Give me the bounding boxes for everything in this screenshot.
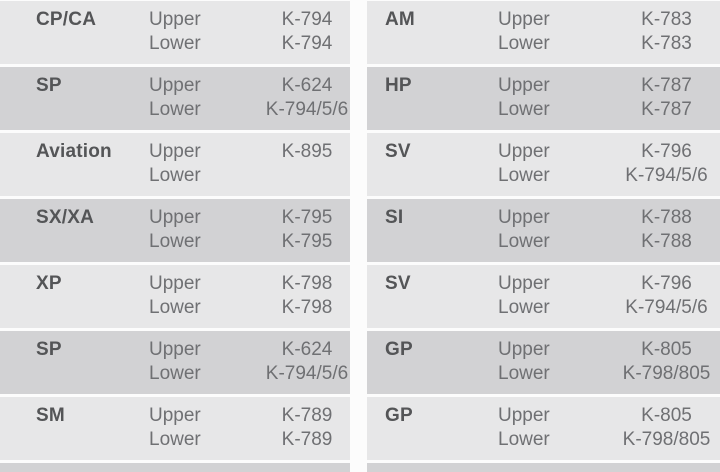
row-lines	[149, 140, 350, 188]
upper-label: Upper	[149, 75, 201, 96]
next-row-partial	[0, 463, 720, 472]
category-label: GP	[385, 339, 413, 360]
lower-value: K-798	[281, 297, 333, 318]
category-label: SP	[36, 75, 62, 96]
table-row	[0, 265, 350, 328]
lower-value: K-788	[641, 231, 692, 252]
upper-value: K-624	[281, 339, 333, 360]
upper-value: K-795	[281, 207, 333, 228]
lower-value: K-795	[281, 231, 333, 252]
row-lines	[498, 8, 720, 56]
upper-label: Upper	[498, 207, 550, 228]
upper-line	[149, 338, 350, 362]
lower-label: Lower	[149, 297, 201, 318]
upper-label: Upper	[149, 141, 201, 162]
lower-label: Lower	[149, 363, 201, 384]
category-label: SP	[36, 339, 62, 360]
row-lines	[498, 272, 720, 320]
lower-line	[149, 296, 350, 320]
lower-line	[149, 164, 350, 188]
lower-label: Lower	[498, 33, 550, 54]
lower-label: Lower	[149, 33, 201, 54]
upper-label: Upper	[149, 207, 201, 228]
lower-value: K-798/805	[622, 363, 711, 384]
upper-value: K-805	[641, 405, 692, 426]
lower-line	[149, 362, 350, 386]
upper-line	[149, 74, 350, 98]
upper-value: K-796	[641, 141, 692, 162]
upper-line	[498, 140, 720, 164]
lower-value: K-794/5/6	[265, 363, 349, 384]
upper-line	[149, 404, 350, 428]
upper-value: K-783	[641, 9, 692, 30]
lower-value: K-798/805	[622, 429, 711, 450]
lower-label: Lower	[149, 99, 201, 120]
lower-label: Lower	[498, 429, 550, 450]
lower-value: K-794/5/6	[625, 165, 708, 186]
upper-value: K-787	[641, 75, 692, 96]
upper-line	[498, 206, 720, 230]
upper-line	[149, 206, 350, 230]
lower-label: Lower	[498, 99, 550, 120]
row-lines	[498, 404, 720, 452]
lower-line	[498, 362, 720, 386]
table-row	[0, 133, 350, 196]
upper-line	[498, 404, 720, 428]
upper-value: K-794	[281, 9, 333, 30]
upper-value: K-796	[641, 273, 692, 294]
upper-line	[498, 74, 720, 98]
lower-label: Lower	[149, 231, 201, 252]
category-label: SM	[36, 405, 65, 426]
upper-value: K-624	[281, 75, 333, 96]
upper-label: Upper	[149, 405, 201, 426]
table-row	[367, 199, 720, 262]
row-lines	[498, 74, 720, 122]
category-label: AM	[385, 9, 415, 30]
upper-label: Upper	[498, 405, 550, 426]
lower-line	[498, 296, 720, 320]
upper-label: Upper	[498, 9, 550, 30]
row-lines	[149, 338, 350, 386]
lower-line	[149, 428, 350, 452]
upper-label: Upper	[149, 273, 201, 294]
table-row	[367, 397, 720, 460]
lower-value: K-794/5/6	[625, 297, 708, 318]
upper-line	[149, 272, 350, 296]
lower-label: Lower	[498, 231, 550, 252]
lower-value	[264, 164, 350, 188]
category-label: CP/CA	[36, 9, 97, 30]
lower-label: Lower	[149, 165, 201, 186]
lower-line	[498, 230, 720, 254]
category-label: XP	[36, 273, 62, 294]
lower-label: Lower	[498, 363, 550, 384]
next-row-partial-left	[0, 463, 350, 472]
table-row	[0, 397, 350, 460]
category-label: HP	[385, 75, 412, 96]
upper-label: Upper	[498, 273, 550, 294]
category-label: SV	[385, 273, 411, 294]
upper-label: Upper	[498, 75, 550, 96]
table-row	[0, 199, 350, 262]
category-label: Aviation	[36, 141, 112, 162]
table-row	[367, 1, 720, 64]
lower-value: K-789	[281, 429, 333, 450]
lower-line	[498, 32, 720, 56]
category-label: SV	[385, 141, 411, 162]
upper-value: K-798	[281, 273, 333, 294]
table-row	[0, 67, 350, 130]
table-row	[367, 67, 720, 130]
table-row	[0, 331, 350, 394]
upper-line	[498, 8, 720, 32]
upper-line	[149, 8, 350, 32]
lower-line	[498, 98, 720, 122]
lower-label: Lower	[498, 297, 550, 318]
upper-line	[498, 272, 720, 296]
lower-line	[498, 164, 720, 188]
row-lines	[149, 74, 350, 122]
lower-label: Lower	[498, 165, 550, 186]
left-column	[0, 1, 350, 460]
lower-line	[149, 32, 350, 56]
right-column	[367, 1, 720, 460]
upper-label: Upper	[498, 339, 550, 360]
upper-label: Upper	[498, 141, 550, 162]
category-label: SI	[385, 207, 404, 228]
upper-line	[498, 338, 720, 362]
upper-value: K-895	[281, 141, 333, 162]
lower-value: K-794/5/6	[265, 99, 349, 120]
table-row	[0, 1, 350, 64]
upper-label: Upper	[149, 9, 201, 30]
next-row-partial-right	[367, 463, 720, 472]
lower-value: K-794	[281, 33, 333, 54]
table-row	[367, 133, 720, 196]
table-row	[367, 265, 720, 328]
lower-value: K-783	[641, 33, 692, 54]
lower-line	[498, 428, 720, 452]
row-lines	[149, 206, 350, 254]
upper-value: K-805	[641, 339, 692, 360]
row-lines	[498, 140, 720, 188]
upper-label: Upper	[149, 339, 201, 360]
lower-value: K-787	[641, 99, 692, 120]
row-lines	[149, 272, 350, 320]
table-row	[367, 331, 720, 394]
upper-line	[149, 140, 350, 164]
row-lines	[149, 404, 350, 452]
upper-value: K-789	[281, 405, 333, 426]
row-lines	[498, 206, 720, 254]
category-label: GP	[385, 405, 413, 426]
lower-line	[149, 98, 350, 122]
row-lines	[498, 338, 720, 386]
category-label: SX/XA	[36, 207, 95, 228]
upper-value: K-788	[641, 207, 692, 228]
lower-line	[149, 230, 350, 254]
row-lines	[149, 8, 350, 56]
lower-label: Lower	[149, 429, 201, 450]
